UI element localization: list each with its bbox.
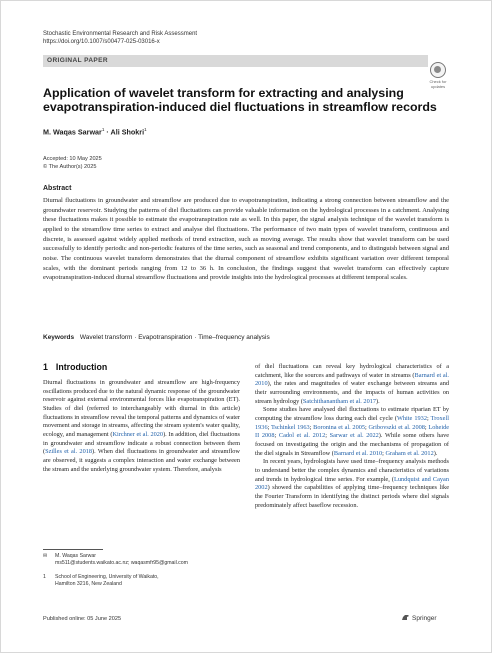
body-text: ; (424, 423, 429, 431)
abstract-text: Diurnal fluctuations in groundwater and streamflow are produced due to evapotranspiration, indicating a strong connection between streamflow and the groundwater reservoir. Studying the patterns of diel fluctuations can provide valuable information on the hydrological processes in a catchment. Analysing these fluctuations makes it possible to estimate the evapotranspiration rate as well. In this paper, the signal analysis technique of the wavelet transform is applied to the streamflow time series to extract and analyse diel fluctuations. The performance of two main types of wavelet transform, continuous and discrete, is assessed against widely applied methods of trend extraction, such as moving average. The results show that wavelet transform can be used successfully to identify periodic and non-periodic features of the time series, such as seasonal and trend components, and to distinguish between signal and noise. The continuous wavelet transform demonstrates that the diurnal component of streamflow exhibits significant variation over different temporal scales, with the dominant periods ranging from 12 to 36 h. In conclusion, the findings suggest that wavelet transform can effectively capture evapotranspiration-induced diurnal streamflow fluctuations and provide insights into the hydrological processes at different temporal scales. (43, 197, 449, 282)
citation-link[interactable]: Gribovszki et al. 2008 (368, 423, 425, 431)
body-column-right (255, 363, 449, 510)
body-paragraph (255, 458, 449, 510)
body-text: Some studies have analysed diel fluctuations to estimate riparian ET by computing the streamflow loss during each diel cycle ( (255, 406, 449, 422)
citation-link[interactable]: Szilles et al. 2018 (45, 448, 93, 456)
citation-link[interactable]: Graham et al. 2012 (385, 449, 434, 457)
keyword: Wavelet transform (79, 334, 133, 341)
citation-link[interactable]: Tschinkel 1963 (270, 423, 310, 431)
section-title: Introduction (55, 362, 108, 372)
body-column-left (43, 379, 240, 474)
affiliation-line: Hamilton 3216, New Zealand (55, 581, 122, 587)
journal-doi[interactable]: https://doi.org/10.1007/s00477-025-03016-x (43, 39, 160, 45)
author-affiliation-mark: 1 (144, 127, 147, 132)
corresponding-author-email[interactable]: ms511@students.waikato.ac.nz; waqasmfr95@gmail.com (55, 560, 188, 566)
body-text: ), the rates and magnitudes of water exchange between streams and their surrounding environments, and the impacts of human activities on stream hydrology ( (255, 380, 449, 405)
body-text: ). (376, 397, 380, 405)
citation-link[interactable]: Barnard et al. 2010 (333, 449, 383, 457)
body-text: ). In addition, diel fluctuations in groundwater and streamflow indicate a robust connection between them ( (43, 430, 240, 456)
keyword-separator: · (194, 334, 197, 341)
body-text: ; (426, 414, 431, 422)
body-paragraph (255, 363, 449, 406)
envelope-icon: ✉ (43, 553, 48, 559)
body-text: ). While some others have focused on investigating the origin and the mechanisms of propagation of the diel signals in Streamflow ( (255, 432, 450, 457)
abstract-heading: Abstract (43, 185, 72, 192)
body-text: ). When diel fluctuations in groundwater and streamflow are observed, it suggests a complex interaction and water exchange between the stream and the underlying groundwater system. Therefore, analysis (43, 448, 240, 473)
copyright-line: © The Author(s) 2025 (43, 164, 97, 170)
keywords-label: Keywords (43, 334, 75, 341)
accepted-date: Accepted: 10 May 2025 (43, 156, 102, 162)
section-heading-introduction (43, 362, 115, 372)
springer-horse-icon (401, 614, 410, 621)
article-dates (43, 155, 102, 171)
check-for-updates-label[interactable]: Check for updates (429, 79, 447, 89)
body-text: ; (382, 449, 386, 457)
citation-link[interactable]: Satchithanantham et al. 2017 (302, 397, 377, 405)
footnote-rule (43, 549, 103, 550)
body-text: ; (274, 432, 279, 440)
citation-link[interactable]: Sarwar et al. 2022 (329, 432, 379, 440)
body-text: In recent years, hydrologists have used time–frequency analysis methods to understand better the complex dynamics and characteristics of variations and trends in hydrological time series. For example, ( (255, 458, 449, 483)
publisher-name: Springer (412, 615, 437, 622)
body-paragraph (43, 379, 240, 474)
journal-header (43, 30, 197, 46)
body-text: of diel fluctuations can reveal key hydrological characteristics of a catchment, like the sources and pathways of water in streams ( (255, 363, 449, 379)
article-type-label: ORIGINAL PAPER (47, 57, 108, 64)
body-text: ; (325, 432, 330, 440)
keywords (43, 334, 270, 341)
citation-link[interactable]: Cadol et al. 2012 (278, 432, 326, 440)
body-text: ; (365, 423, 369, 431)
section-number: 1 (43, 362, 48, 372)
keyword-separator: · (134, 334, 137, 341)
affiliation-footnote (43, 574, 159, 588)
author-affiliation-mark: 1 (101, 127, 105, 132)
body-text: ; (309, 423, 314, 431)
citation-link[interactable]: White 1932 (396, 414, 427, 422)
author-name[interactable]: M. Waqas Sarwar (43, 127, 102, 137)
affiliation-mark: 1 (43, 574, 46, 580)
citation-link[interactable]: Barnard et al. 2010 (255, 371, 450, 388)
keyword: Time–frequency analysis (198, 334, 270, 341)
keyword: Evapotranspiration (138, 334, 193, 341)
corresponding-author-footnote (43, 553, 188, 567)
paper-title: Application of wavelet transform for extracting and analysing evapotranspiration-induced diel fluctuations in streamflow records (43, 86, 437, 114)
citation-link[interactable]: Lundquist and Cayan 2002 (255, 475, 449, 492)
body-text: ; (267, 423, 271, 431)
body-text: Diurnal fluctuations in groundwater and streamflow are high-frequency oscillations produced due to the natural dynamic response of the groundwater reservoir against external environmental forces like evapotranspiration (ET). Studies of diel (referred to interchangeably with diurnal in this article) fluctuations in streamflow reveal the temporal patterns and dynamics of water movement and storage in streams, affecting the stream system's water quality, ecology, and management ( (43, 379, 240, 438)
citation-link[interactable]: Kirchner et al. 2020 (112, 430, 164, 438)
journal-name: Stochastic Environmental Research and Risk Assessment (43, 31, 198, 37)
author-list (43, 127, 147, 136)
citation-link[interactable]: Boronina et al. 2005 (313, 423, 366, 431)
article-type-banner (43, 55, 428, 67)
affiliation-line: School of Engineering, University of Waikato, (55, 574, 159, 580)
author-name[interactable]: Ali Shokri (110, 127, 145, 137)
author-separator: · (106, 127, 109, 137)
corresponding-author-name: M. Waqas Sarwar (55, 553, 97, 559)
publisher-logo (401, 614, 437, 622)
body-paragraph (255, 406, 449, 458)
check-for-updates-icon[interactable] (430, 62, 446, 78)
body-text: ). (433, 449, 438, 457)
citation-link[interactable]: Troxell 1936 (255, 414, 449, 431)
body-text: ) showed the capabilities of applying time–frequency techniques like the Fourier Transform in identifying the distinct periods where diel signals predominately affect baseflow recession. (255, 484, 449, 509)
citation-link[interactable]: Loheide II 2008 (255, 423, 450, 440)
published-online-date: Published online: 05 June 2025 (43, 616, 122, 622)
